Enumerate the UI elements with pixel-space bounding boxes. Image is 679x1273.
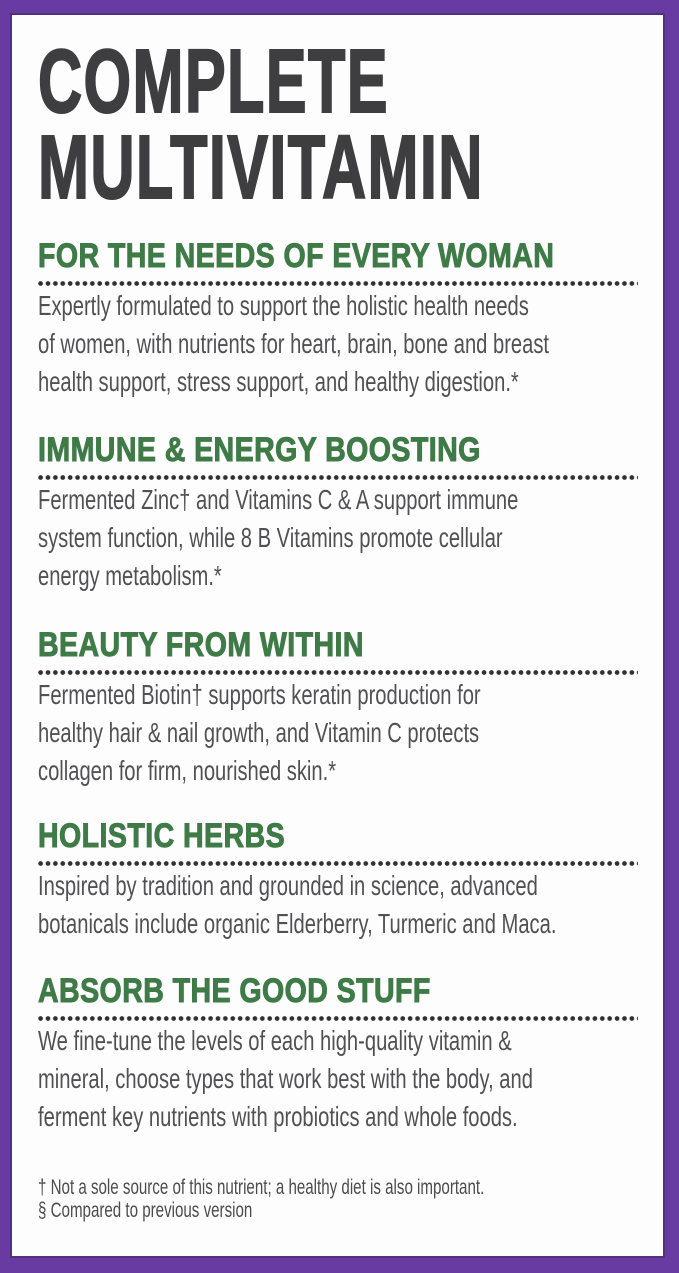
section-beauty-from-within [38, 627, 638, 790]
section-heading: FOR THE NEEDS OF EVERY WOMAN [38, 237, 555, 275]
section-body: Expertly formulated to support the holistic health needs of women, with nutrients for heart, brain, bone and breast health support, stress support, and healthy digestion.* [38, 290, 550, 397]
dotted-divider [38, 861, 638, 866]
dotted-divider [38, 670, 638, 675]
section-body: We fine-tune the levels of each high-quality vitamin & mineral, choose types that work best with the body, and ferment key nutrients with probiotics and whole foods. [38, 1025, 533, 1132]
section-holistic-herbs [38, 818, 638, 943]
dotted-divider [38, 281, 638, 286]
footnotes: † Not a sole source of this nutrient; a healthy diet is also important. § Compared to previous version [38, 1176, 485, 1222]
section-heading: BEAUTY FROM WITHIN [38, 626, 364, 664]
section-immune-energy [38, 432, 638, 595]
product-info-panel [10, 13, 665, 1258]
section-heading: IMMUNE & ENERGY BOOSTING [38, 431, 481, 469]
dotted-divider [38, 475, 638, 480]
dotted-divider [38, 1016, 638, 1021]
section-absorb-good-stuff [38, 973, 638, 1136]
page-title: COMPLETE MULTIVITAMIN [38, 32, 484, 218]
section-heading: HOLISTIC HERBS [38, 817, 286, 855]
section-body: Fermented Zinc† and Vitamins C & A support immune system function, while 8 B Vitamins promote cellular energy metabolism.* [38, 484, 519, 591]
section-body: Inspired by tradition and grounded in science, advanced botanicals include organic Elderberry, Turmeric and Maca. [38, 870, 557, 939]
section-needs-of-every-woman [38, 238, 638, 401]
section-body: Fermented Biotin† supports keratin production for healthy hair & nail growth, and Vitamin C protects collagen for firm, nourished skin.* [38, 679, 481, 786]
section-heading: ABSORB THE GOOD STUFF [38, 972, 431, 1010]
